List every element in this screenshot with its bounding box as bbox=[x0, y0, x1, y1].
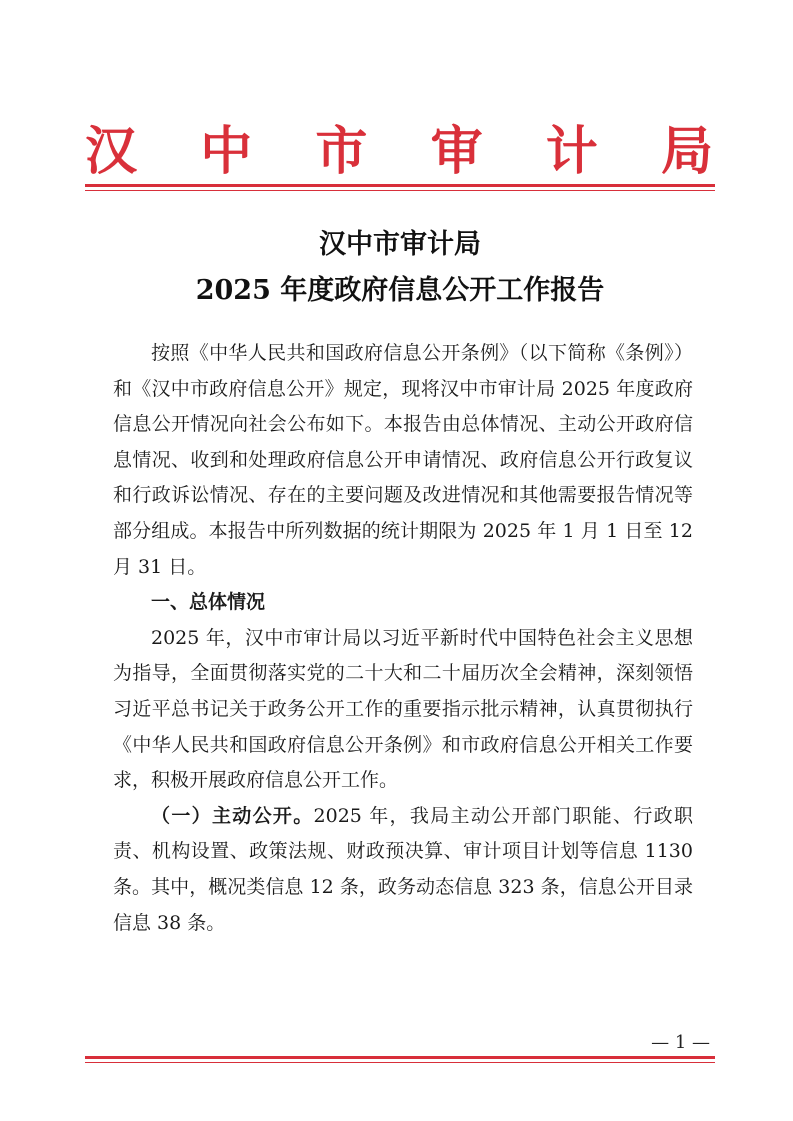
section-heading-overall: 一、总体情况 bbox=[151, 591, 266, 614]
intro-paragraph: 按照《中华人民共和国政府信息公开条例》（以下简称《条例》）和《汉中市政府信息公开》规定，现将汉中市审计局 2025 年度政府信息公开情况向社会公布如下。本报告由总体情况、主动公开政府信息情况、收到和处理政府信息公开申请情况、政府信息公开行政复议和行政诉讼情况、存在的主要问题及改进情况和其他需要报告情况等部分组成。本报告中所列数据的统计期限为 2025 年 1 月 1 日至 12 月 31 日。 bbox=[113, 342, 693, 578]
report-body bbox=[113, 336, 693, 941]
proactive-disclosure-paragraph bbox=[113, 799, 693, 941]
header-divider bbox=[85, 184, 715, 191]
proactive-disclosure-lead: （一）主动公开。 bbox=[151, 804, 314, 827]
footer-divider bbox=[85, 1056, 715, 1063]
document-title-line1: 汉中市审计局 bbox=[319, 229, 481, 260]
footer-divider-thin bbox=[85, 1062, 715, 1063]
agency-header: 汉 中 市 审 计 局 bbox=[85, 121, 715, 182]
overall-paragraph: 2025 年，汉中市审计局以习近平新时代中国特色社会主义思想为指导，全面贯彻落实党的二十大和二十届历次全会精神，深刻领悟习近平总书记关于政务公开工作的重要指示批示精神，认真贯彻执行《中华人民共和国政府信息公开条例》和市政府信息公开相关工作要求，积极开展政府信息公开工作。 bbox=[113, 626, 693, 792]
header-divider-thin bbox=[85, 190, 715, 191]
document-title-line2: 2025 年度政府信息公开工作报告 bbox=[195, 275, 605, 306]
page-number: — 1 — bbox=[651, 1032, 710, 1053]
footer-divider-thick bbox=[85, 1056, 715, 1059]
document-title bbox=[85, 222, 715, 314]
header-divider-thick bbox=[85, 184, 715, 187]
proactive-disclosure-text: 2025 年，我局主动公开部门职能、行政职责、机构设置、政策法规、财政预决算、审计项目计划等信息 1130 条。其中，概况类信息 12 条，政务动态信息 323 条，信息公开目录信息 38 条。 bbox=[113, 804, 693, 934]
